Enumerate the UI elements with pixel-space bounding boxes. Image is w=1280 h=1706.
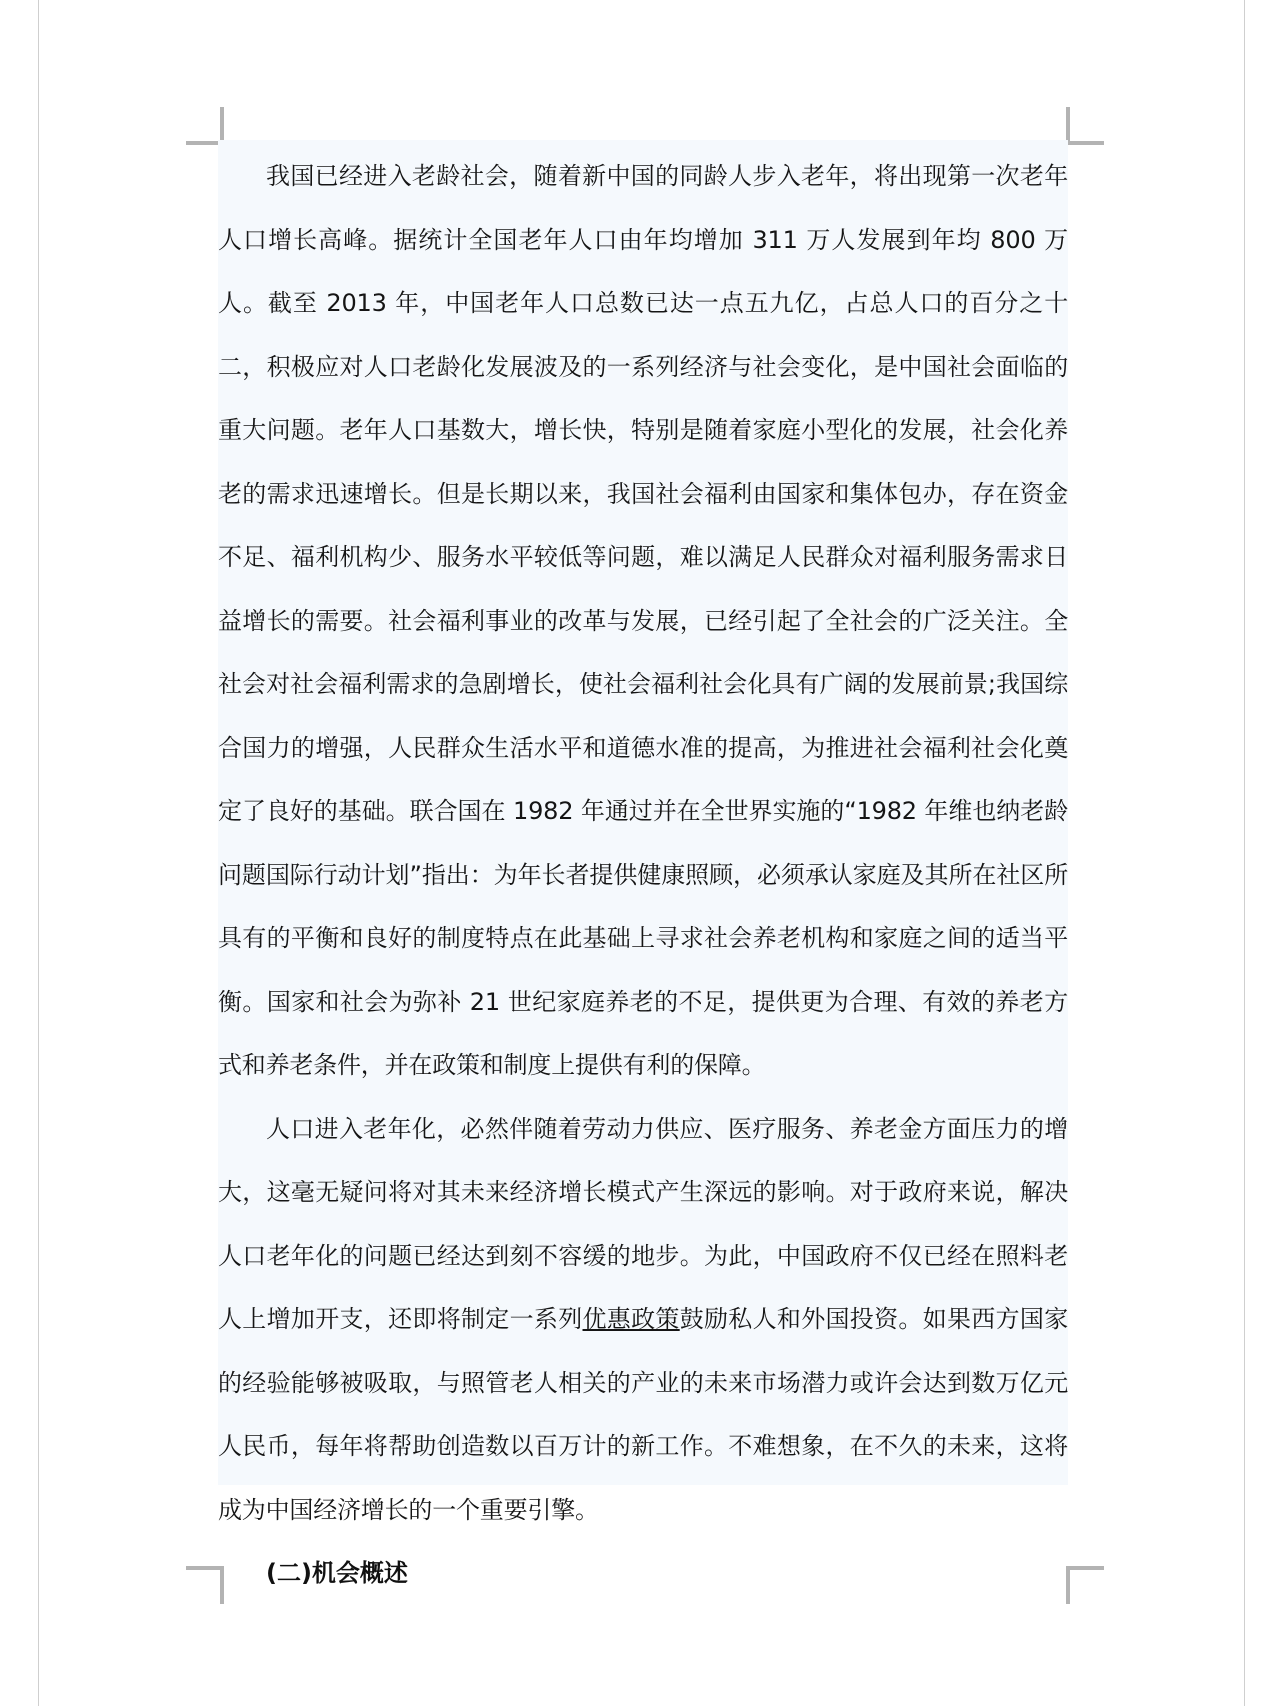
paragraph-2-text-b: 鼓励私人和外国投资。如果西方国家的经验能够被吸取，与照管老人相关的产业的未来市场潜力或许会达到数万亿元人民币，每年将帮助创造数以百万计的新工作。不难想象，在不久的未来，这将成为中国经济增长的一个重要引擎。: [218, 1305, 1068, 1524]
paragraph-aging-economy[interactable]: [218, 1098, 1068, 1543]
paragraph-2-text-a: 人口进入老年化，必然伴随着劳动力供应、医疗服务、养老金方面压力的增大，这毫无疑问将对其未来经济增长模式产生深远的影响。对于政府来说，解决人口老年化的问题已经达到刻不容缓的地步。为此，中国政府不仅已经在照料老人上增加开支，还即将制定一系列: [218, 1114, 1068, 1333]
preferential-policy-link[interactable]: 优惠政策: [582, 1305, 680, 1333]
crop-mark-top-right: [1066, 107, 1104, 145]
paragraph-aging-society[interactable]: 我国已经进入老龄社会，随着新中国的同龄人步入老年，将出现第一次老年人口增长高峰。据统计全国老年人口由年均增加 311 万人发展到年均 800 万人。截至 2013 年，中国老年人口总数已达一点五九亿，占总人口的百分之十二，积极应对人口老龄化发展波及的一系列经济与社会变化，是中国社会面临的重大问题。老年人口基数大，增长快，特别是随着家庭小型化的发展，社会化养老的需求迅速增长。但是长期以来，我国社会福利由国家和集体包办，存在资金不足、福利机构少、服务水平较低等问题，难以满足人民群众对福利服务需求日益增长的需要。社会福利事业的改革与发展，已经引起了全社会的广泛关注。全社会对社会福利需求的急剧增长，使社会福利社会化具有广阔的发展前景;我国综合国力的增强，人民群众生活水平和道德水准的提高，为推进社会福利社会化奠定了良好的基础。联合国在 1982 年通过并在全世界实施的“1982 年维也纳老龄问题国际行动计划”指出：为年长者提供健康照顾，必须承认家庭及其所在社区所具有的平衡和良好的制度特点在此基础上寻求社会养老机构和家庭之间的适当平衡。国家和社会为弥补 21 世纪家庭养老的不足，提供更为合理、有效的养老方式和养老条件，并在政策和制度上提供有利的保障。: [218, 162, 1068, 1079]
document-body[interactable]: [218, 140, 1068, 1587]
crop-mark-bottom-right: [1066, 1566, 1104, 1604]
page-right-edge: [1244, 0, 1245, 1706]
page-left-edge: [38, 0, 39, 1706]
section-heading[interactable]: (二)机会概述: [266, 1559, 408, 1587]
